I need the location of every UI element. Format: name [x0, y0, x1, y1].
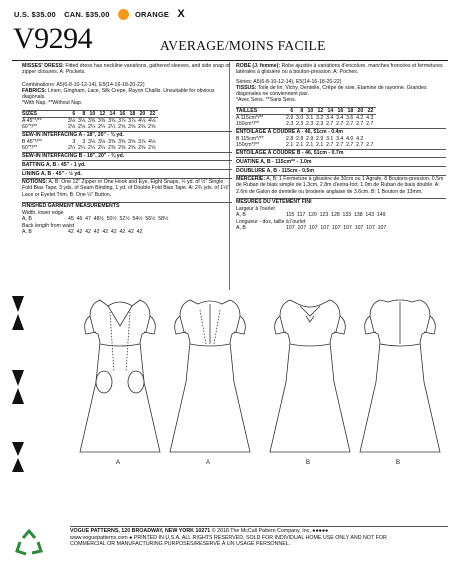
longueur-label: Longueur - dos, taille à l'ourlet: [236, 218, 306, 225]
table-cell: 4.0: [346, 135, 354, 142]
table-cell: 3.1: [306, 114, 314, 121]
table-cell: 2¼: [98, 144, 106, 151]
table-cell: 2⅛: [78, 123, 86, 130]
table-cell: 52½: [119, 215, 130, 222]
size-header-cell: 6: [68, 110, 78, 117]
size-header-row: [22, 110, 158, 117]
table-cell: 2¼: [68, 144, 76, 151]
entoilage-a: ENTOILAGE À COUDRE A - 46, 51cm - 0.4m: [236, 128, 446, 136]
ouatine: OUATINE A, B - 115cm** - 1.0m: [236, 157, 446, 165]
view-b-back-drawing: [360, 300, 440, 452]
table-row: [236, 212, 388, 218]
table-cell: 2.7: [356, 141, 364, 148]
size-header-label: SIZES: [22, 110, 68, 117]
table-cell: 42: [93, 229, 100, 236]
table-cell: 2.3: [286, 120, 294, 127]
table-cell: 4.2: [356, 135, 364, 142]
fr-desc-text: Robe ajustée à variations d'encolure, manches froncées et fermetures latérales à glissière ou à bouton-pression. A: Poches.: [236, 63, 445, 76]
footer-usage: COMMERCIAL OR MANUFACTURING PURPOSES/RESERVÉ À UN USAGE PERSONNEL.: [70, 541, 291, 548]
table-cell: 3⅛: [78, 117, 86, 124]
size-header-cell: 16: [336, 107, 346, 114]
size-header-cell: 18: [346, 107, 356, 114]
size-header-cell: 10: [306, 107, 316, 114]
largeur-label: Largeur à l'ourlet: [236, 205, 275, 212]
table-cell: 3: [72, 138, 76, 145]
table-cell: 3.2: [316, 114, 324, 121]
table-cell: 2⅛: [68, 123, 76, 130]
mercerie-text: A, B: 1 Fermeture à glissière de 30cm ou 1 Agrafe, 8 Boutons-pression, 0.5m de Ruban de biais simple de 1.3cm, 2.8m d'extra-fort, 1.0m de Ruban de biais double. A: 2.6m de Galon de dentelle ou broderie anglaise de 3.6cm. B: 1 Bouton de 13mm.: [236, 175, 445, 195]
size-header-cell: 22: [148, 110, 158, 117]
size-header-cell: 6: [286, 107, 296, 114]
table-cell: 107: [297, 225, 307, 232]
table-cell: 4.2: [356, 114, 364, 121]
table-cell: 2.7: [366, 141, 374, 148]
table-cell: 107: [286, 225, 295, 232]
row-label: A, B: [22, 229, 32, 236]
table-cell: 2.9: [316, 135, 324, 142]
table-cell: 107: [366, 225, 375, 232]
color-mark: X: [177, 8, 185, 20]
table-cell: 2.8: [296, 135, 304, 142]
footer: [70, 528, 448, 548]
row-label: A 115cm*/**: [236, 114, 264, 121]
table-cell: 2.7: [326, 120, 334, 127]
view-a-front-drawing: [80, 300, 160, 452]
recycle-icon: [14, 528, 44, 558]
entoilage-b: ENTOILAGE À COUDRE B - 46, 51cm - 0.7m: [236, 149, 446, 157]
largeur-table: [236, 212, 388, 218]
table-cell: 2¼: [98, 123, 106, 130]
price-can: CAN. $35.00: [64, 10, 110, 19]
pattern-number: V9294: [13, 22, 93, 55]
table-cell: 107: [343, 225, 352, 232]
table-row: [22, 145, 158, 151]
table-cell: 2⅜: [118, 144, 126, 151]
table-cell: 3⅜: [108, 117, 116, 124]
size-header-label: TAILLES: [236, 107, 286, 114]
fabrics-text: Linen, Gingham, Lace, Silk Crepe, Rayon Challis. Unsuitable for obvious diagonals.: [22, 87, 217, 101]
fr-desc-title: ROBE (J. femme):: [236, 63, 281, 69]
size-header-cell: 20: [138, 110, 148, 117]
table-cell: 3.4: [326, 114, 334, 121]
table-cell: 56½: [145, 215, 156, 222]
table-cell: 2⅝: [138, 123, 146, 130]
yardage-table: [22, 110, 158, 130]
table-cell: 4.3: [366, 114, 374, 121]
length-table: [22, 229, 145, 235]
tissus-title: TISSUS:: [236, 84, 257, 91]
table-cell: 2.8: [286, 135, 294, 142]
table-cell: 117: [297, 211, 306, 218]
table-cell: 2¼: [78, 144, 86, 151]
row-label: B 115cm*/**: [236, 135, 264, 142]
table-cell: 143: [365, 211, 375, 218]
table-cell: 123: [319, 211, 329, 218]
table-cell: 4⅛: [148, 117, 156, 124]
table-cell: 2.1: [296, 141, 304, 148]
table-cell: 115: [286, 211, 295, 218]
table-cell: 47: [85, 215, 91, 222]
width-table: [22, 216, 171, 222]
table-cell: 3: [82, 138, 86, 145]
table-row: [236, 225, 389, 231]
series: Séries: A5(6-8-10-12-14), E5(14-16-18-20-22): [236, 78, 342, 85]
price-bar: [14, 8, 191, 20]
row-label: A, B: [22, 215, 32, 222]
row-label: A 45"*/**: [22, 117, 42, 124]
table-cell: 2.3: [296, 120, 304, 127]
table-cell: 107: [377, 225, 387, 232]
table-cell: 3⅜: [108, 138, 116, 145]
table-cell: 42: [76, 229, 83, 236]
table-cell: 42: [136, 229, 143, 236]
publisher-address: VOGUE PATTERNS, 120 BROADWAY, NEW YORK 10271: [70, 528, 211, 534]
garment-illustrations: [60, 282, 455, 522]
size-header-cell: 12: [316, 107, 326, 114]
table-cell: 107: [320, 225, 330, 232]
yardage-table-b: [22, 139, 158, 151]
size-header-cell: 12: [98, 110, 108, 117]
table-cell: 3⅛: [98, 138, 106, 145]
table-cell: 2.7: [346, 141, 354, 148]
table-cell: 3⅜: [98, 117, 106, 124]
header-divider: [12, 60, 448, 61]
table-cell: 2⅝: [148, 144, 156, 151]
metrage-table-b: [236, 136, 376, 148]
footer-divider: [70, 526, 448, 527]
table-cell: 3⅛: [88, 138, 96, 145]
table-cell: 133: [342, 211, 352, 218]
table-cell: 128: [331, 211, 340, 218]
table-cell: 2⅝: [148, 123, 156, 130]
size-header-cell: 8: [296, 107, 306, 114]
table-row: [22, 229, 145, 235]
longueur-table: [236, 225, 389, 231]
row-label: B 45"*/**: [22, 138, 43, 145]
measure-title: FINISHED GARMENT MEASUREMENTS: [22, 202, 232, 210]
view-label-b-front: B: [306, 460, 311, 466]
table-cell: 3⅛: [68, 117, 76, 124]
table-cell: 3.0: [296, 114, 304, 121]
size-header-cell: 10: [88, 110, 98, 117]
table-cell: 42: [119, 229, 126, 236]
size-header-cell: 20: [356, 107, 366, 114]
table-cell: 138: [353, 211, 363, 218]
row-label: 60"*/**: [22, 144, 38, 151]
table-row: [236, 121, 376, 127]
table-cell: 3⅞: [138, 138, 146, 145]
view-a-back-drawing: [170, 300, 250, 452]
table-cell: 107: [354, 225, 364, 232]
table-cell: 2.7: [356, 120, 364, 127]
sens-note: *Avec Sens. **Sans Sens.: [236, 97, 297, 104]
table-cell: 2.3: [306, 120, 314, 127]
view-label-a-front: A: [116, 460, 121, 466]
table-cell: 42: [110, 229, 117, 236]
table-row: [22, 124, 158, 130]
table-cell: 42: [128, 229, 134, 236]
view-label-a-back: A: [206, 460, 211, 466]
mesures-title: MESURES DU VÊTEMENT FINI: [236, 198, 446, 206]
table-cell: 2.7: [336, 120, 344, 127]
difficulty-level: AVERAGE/MOINS FACILE: [160, 38, 326, 53]
table-cell: 2.9: [286, 114, 294, 121]
notions-text: A, B: One 12" Zipper or One Hook and Eye, Eight Snaps, ½ yd. of ½" Single Fold Bias Tape, 3 yds. of Seam Binding, 1 yd. of Double Fold Bias Tape. A: 2¾ yds. of 1⅛" Lace or Eyelet Trim. B: One ½" Button.: [22, 178, 231, 198]
table-cell: 3.4: [336, 114, 344, 121]
table-cell: 3⅜: [88, 117, 96, 124]
table-cell: 2.9: [306, 135, 314, 142]
table-cell: 4⅛: [138, 117, 146, 124]
size-header-cell: 18: [128, 110, 138, 117]
row-label: 150cm*/**: [236, 120, 260, 127]
footer-website: www.voguepatterns.com ● PRINTED IN U.S.A. ALL RIGHTS RESERVED. SOLD FOR INDIVIDUAL HOME USE ONLY AND NOT FOR: [70, 534, 387, 541]
table-cell: 42: [85, 229, 91, 236]
registration-mark: [12, 442, 26, 472]
table-cell: 120: [308, 211, 317, 218]
table-cell: 2.7: [346, 120, 354, 127]
tissus-text: Toile de lin, Vichy, Dentelle, Crêpe de soie, Etamine de rayonne. Grandes diagonales ne conviennent pas.: [236, 84, 429, 98]
table-cell: 2.7: [336, 141, 344, 148]
size-header-cell: 22: [366, 107, 376, 114]
side-marks: [12, 296, 26, 472]
color-label: ORANGE: [134, 10, 170, 19]
english-column: [22, 63, 232, 236]
table-cell: 2.7: [326, 141, 334, 148]
row-label: 60"*/**: [22, 123, 38, 130]
table-cell: 50½: [106, 215, 117, 222]
table-cell: 2⅝: [138, 144, 146, 151]
size-header-cell: 14: [326, 107, 336, 114]
view-b-front-drawing: [270, 300, 350, 452]
copyright: © 2018 The McCall Pattern Company, Inc. ●●●●●: [210, 528, 329, 534]
french-column: [236, 63, 446, 232]
table-cell: 58½: [158, 215, 169, 222]
sewin-b: SEW-IN INTERFACING B - 18", 20" - ¾ yd.: [22, 152, 232, 160]
size-header-cell: 8: [78, 110, 88, 117]
row-label: A, B: [236, 225, 246, 232]
table-cell: 2.1: [306, 141, 314, 148]
table-cell: 107: [308, 225, 318, 232]
size-header-cell: 14: [108, 110, 118, 117]
notions-title: NOTIONS:: [22, 178, 48, 185]
metrage-table: [236, 107, 376, 127]
nap-note: *With Nap. **Without Nap.: [22, 100, 83, 107]
table-cell: 46: [76, 215, 83, 222]
table-cell: 3⅞: [118, 117, 126, 124]
table-cell: 3.6: [346, 114, 354, 121]
table-row: [236, 142, 376, 148]
row-label: 150cm*/**: [236, 141, 260, 148]
table-cell: 2⅝: [118, 123, 126, 130]
table-cell: 4⅛: [148, 138, 156, 145]
row-label: A, B: [236, 211, 246, 218]
registration-mark: [12, 296, 26, 330]
batting: BATTING A, B - 45" - 1 yd.: [22, 160, 232, 168]
table-cell: 2¼: [108, 123, 116, 130]
table-cell: 54½: [132, 215, 143, 222]
table-cell: 3⅝: [128, 138, 136, 145]
table-cell: 2¼: [88, 144, 96, 151]
table-cell: 2.1: [286, 141, 294, 148]
table-cell: 2.1: [316, 141, 324, 148]
table-cell: 2.7: [366, 120, 374, 127]
table-cell: 3⅜: [118, 138, 126, 145]
table-cell: 2⅜: [108, 144, 116, 151]
width-label: Width, lower edge: [22, 209, 64, 216]
size-header-cell: 16: [118, 110, 128, 117]
size-header-row: [236, 107, 376, 114]
table-cell: 3.1: [326, 135, 334, 142]
table-cell: 2.3: [316, 120, 324, 127]
view-label-b-back: B: [396, 460, 401, 466]
table-cell: 42: [68, 229, 74, 236]
color-dot: [118, 9, 129, 20]
table-cell: 107: [331, 225, 341, 232]
length-label: Back length from waist: [22, 222, 75, 229]
table-cell: 42: [102, 229, 109, 236]
table-cell: 45: [68, 215, 74, 222]
mercerie-title: MERCERIE:: [236, 175, 266, 182]
desc-title: MISSES' DRESS:: [22, 63, 64, 69]
table-cell: 48½: [93, 215, 104, 222]
table-cell: 2⅝: [128, 123, 136, 130]
table-cell: 3⅞: [128, 117, 136, 124]
desc-text: Fitted dress has neckline variations, gathered sleeves, and side snap or zipper closures. A: Pockets.: [22, 63, 232, 76]
table-row: [22, 216, 171, 222]
table-cell: 3.4: [336, 135, 344, 142]
sewin-a: SEW-IN INTERFACING A - 18", 20" - ¾ yd.: [22, 131, 232, 139]
combinations: Combinations: A5(6-8-10-12-14), E5(14-16-18-20-22): [22, 81, 145, 88]
table-cell: 2¼: [88, 123, 96, 130]
fabrics-title: FABRICS:: [22, 87, 47, 94]
doublure: DOUBLURE A, B - 115cm - 0.5m: [236, 166, 446, 174]
price-us: U.S. $35.00: [14, 10, 56, 19]
registration-mark: [12, 370, 26, 404]
table-cell: 149: [376, 211, 386, 218]
lining: LINING A, B - 45" - ½ yd.: [22, 169, 232, 177]
table-cell: 2⅝: [128, 144, 136, 151]
